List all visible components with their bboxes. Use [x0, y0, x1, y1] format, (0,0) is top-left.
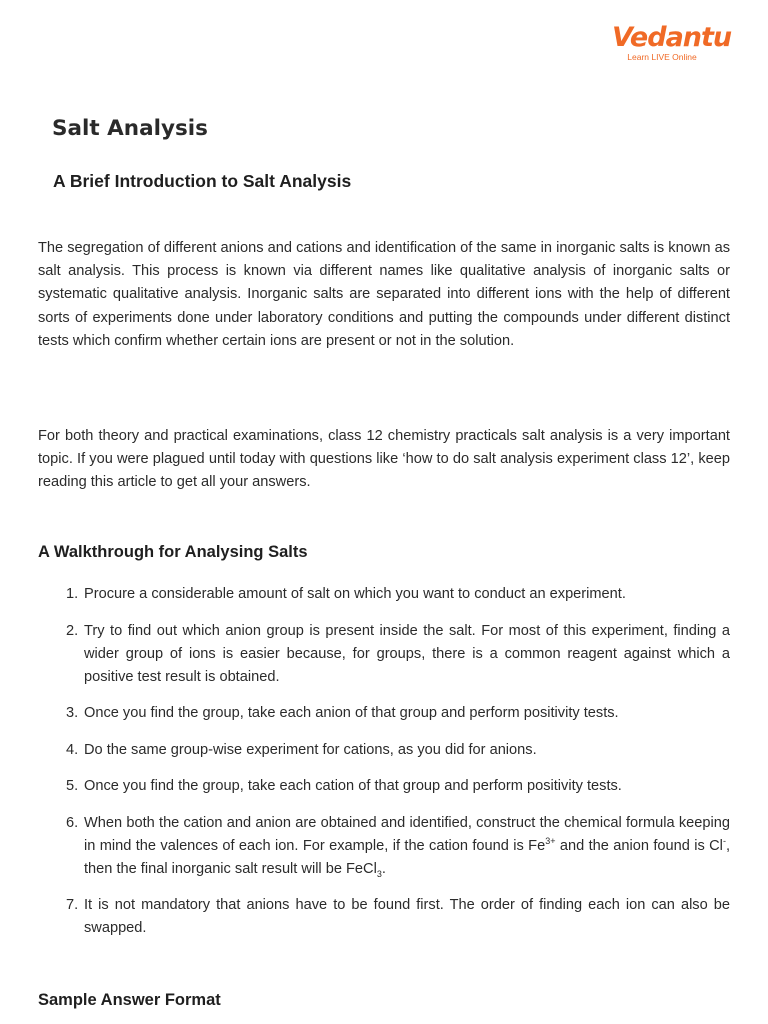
- step-number: 3.: [66, 705, 79, 721]
- intro-paragraph-1: The segregation of different anions and cations and identification of the same in inorganic salts is known as salt analysis. This process is known via different names like qualitative analysis of inorganic salts or systematic qualitative analysis. Inorganic salts are separated into different ions with the help of different sorts of experiments done under laboratory conditions and putting the compounds under different distinct tests which confirm whether certain ions are present or not in the solution.: [38, 240, 730, 349]
- list-item: [38, 894, 730, 940]
- list-item: [38, 702, 730, 725]
- step-number: 6.: [66, 814, 79, 831]
- list-item: [38, 739, 730, 762]
- walkthrough-steps-list: [38, 583, 730, 954]
- step-text-part: When both the cation and anion are obtained and identified, construct the chemical formula keeping in mind the valences of each ion. For example, if the cation found is Fe: [84, 814, 730, 854]
- list-item: [38, 775, 730, 798]
- step-text: [84, 815, 730, 877]
- logo-wordmark: Vedantu: [612, 22, 732, 53]
- sample-answer-heading: Sample Answer Format: [38, 991, 221, 1009]
- step-text-part: .: [381, 860, 386, 877]
- step-number: 4.: [66, 741, 79, 758]
- step-number: 2.: [66, 622, 79, 639]
- logo-tagline: Learn LIVE Online: [627, 52, 697, 62]
- intro-paragraph-2: For both theory and practical examinations, class 12 chemistry practicals salt analysis is a very important topic. If you were plagued until today with questions like ‘how to do salt analysis experiment class 12’, keep reading this article to get all your answers.: [38, 428, 730, 491]
- step-number: 5.: [66, 778, 79, 794]
- step-text: Do the same group-wise experiment for cations, as you did for anions.: [84, 741, 537, 758]
- list-item: [38, 620, 730, 689]
- section-subtitle: A Brief Introduction to Salt Analysis: [53, 171, 352, 191]
- step-text: Once you find the group, take each anion of that group and perform positivity tests.: [84, 705, 619, 721]
- superscript-charge: 3+: [545, 835, 556, 846]
- subscript-count: 3: [376, 868, 382, 879]
- step-text: Procure a considerable amount of salt on which you want to conduct an experiment.: [84, 586, 626, 602]
- superscript-charge: -: [722, 835, 726, 846]
- step-number: 7.: [66, 897, 79, 913]
- step-number: 1.: [66, 586, 79, 602]
- page-title: Salt Analysis: [52, 116, 208, 141]
- step-text: Once you find the group, take each cation of that group and perform positivity tests.: [84, 778, 622, 794]
- step-text-part: , then the final inorganic salt result will be FeCl: [84, 837, 730, 877]
- list-item: [38, 583, 730, 606]
- list-item: [38, 812, 730, 881]
- step-text: Try to find out which anion group is present inside the salt. For most of this experiment, finding a wider group of ions is easier because, for groups, there is a common reagent against which a positive test result is obtained.: [84, 622, 730, 685]
- walkthrough-heading: A Walkthrough for Analysing Salts: [38, 543, 308, 561]
- step-text-part: and the anion found is Cl: [555, 837, 723, 854]
- step-text: It is not mandatory that anions have to be found first. The order of finding each ion can also be swapped.: [84, 897, 730, 936]
- vedantu-logo: [612, 22, 732, 62]
